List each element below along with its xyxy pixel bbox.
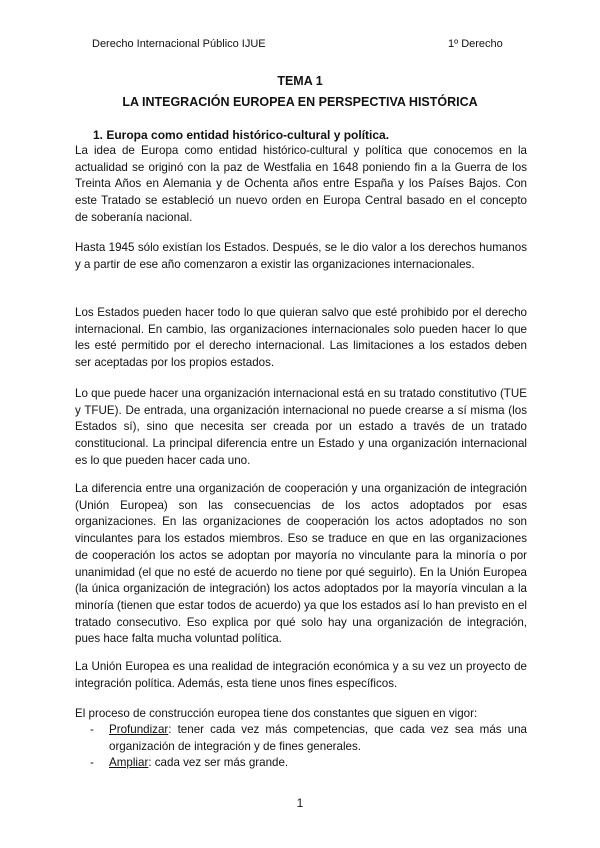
- page-number: 1: [296, 797, 304, 810]
- paragraph-text: Hasta 1945 sólo existían los Estados. Después, se le dio valor a los derechos humanos y a partir de ese año comenzaron a existir las organizaciones internacionales.: [75, 241, 527, 271]
- list-term: Profundizar: [109, 723, 169, 736]
- document-title: TEMA 1: [277, 74, 323, 88]
- list-text: : cada vez ser más grande.: [148, 756, 289, 769]
- paragraph-text: Lo que puede hacer una organización internacional está en su tratado constitutivo (TUE y TFUE). De entrada, una organización internacional no puede crearse a sí misma (los Estados sí), sino que necesita ser creada por un estado a través de un tratado constitucional. La principal diferencia entre un Estado y una organización internacional es lo que pueden hacer cada uno.: [75, 387, 527, 467]
- list-item: [90, 722, 527, 755]
- header-course: Derecho Internacional Público IJUE: [92, 38, 266, 50]
- list-text: : tener cada vez más competencias, que cada vez sea más una organización de integración y de fines generales.: [109, 723, 527, 753]
- header-year: 1º Derecho: [448, 38, 503, 50]
- paragraph: [75, 143, 527, 227]
- paragraph: [75, 706, 527, 723]
- section-heading: 1. Europa como entidad histórico-cultural y política.: [93, 128, 390, 142]
- list-bullet: -: [90, 723, 94, 736]
- paragraph-text: Los Estados pueden hacer todo lo que quieran salvo que esté prohibido por el derecho internacional. En cambio, las organizaciones internacionales solo pueden hacer lo que les esté permitido por el derecho internacional. Las limitaciones a los estados deben ser aceptadas por los propios estados.: [75, 306, 527, 370]
- paragraph-text: El proceso de construcción europea tiene dos constantes que siguen en vigor:: [75, 707, 478, 720]
- paragraph-text: La Unión Europea es una realidad de integración económica y a su vez un proyecto de integración política. Además, esta tiene unos fines específicos.: [75, 660, 527, 690]
- paragraph: [75, 481, 527, 648]
- document-subtitle: LA INTEGRACIÓN EUROPEA EN PERSPECTIVA HISTÓRICA: [122, 95, 478, 109]
- paragraph-text: La idea de Europa como entidad histórico-cultural y política que conocemos en la actualidad se originó con la paz de Westfalia en 1648 poniendo fin a la Guerra de los Treinta Años en Alemania y de Ochenta años entre España y los Países Bajos. Con este Tratado se estableció un nuevo orden en Europa Central basado en el concepto de soberanía nacional.: [75, 144, 527, 224]
- list-term: Ampliar: [109, 756, 149, 769]
- list-item: [90, 755, 527, 772]
- paragraph: [75, 240, 527, 273]
- list-bullet: -: [90, 756, 94, 769]
- paragraph-text: La diferencia entre una organización de cooperación y una organización de integración (Unión Europea) son las consecuencias de los actos adoptados por esas organizaciones. En las organizaciones de cooperación los actos adoptados no son vinculantes para los estados miembros. Eso se traduce en que en las organizaciones de cooperación los actos se adoptan por mayoría no vinculante para la minoría o por unanimidad (el que no esté de acuerdo no tiene por qué seguirlo). En la Unión Europea (la única organización de integración) los actos adoptados por la mayoría vinculan a la minoría (tienen que estar todos de acuerdo) ya que los estados así lo han previsto en el tratado consecutivo. Eso explica por qué solo hay una organización de integración, pues hace falta mucha voluntad política.: [75, 482, 527, 646]
- paragraph: [75, 659, 527, 692]
- paragraph: [75, 386, 527, 470]
- paragraph: [75, 305, 527, 372]
